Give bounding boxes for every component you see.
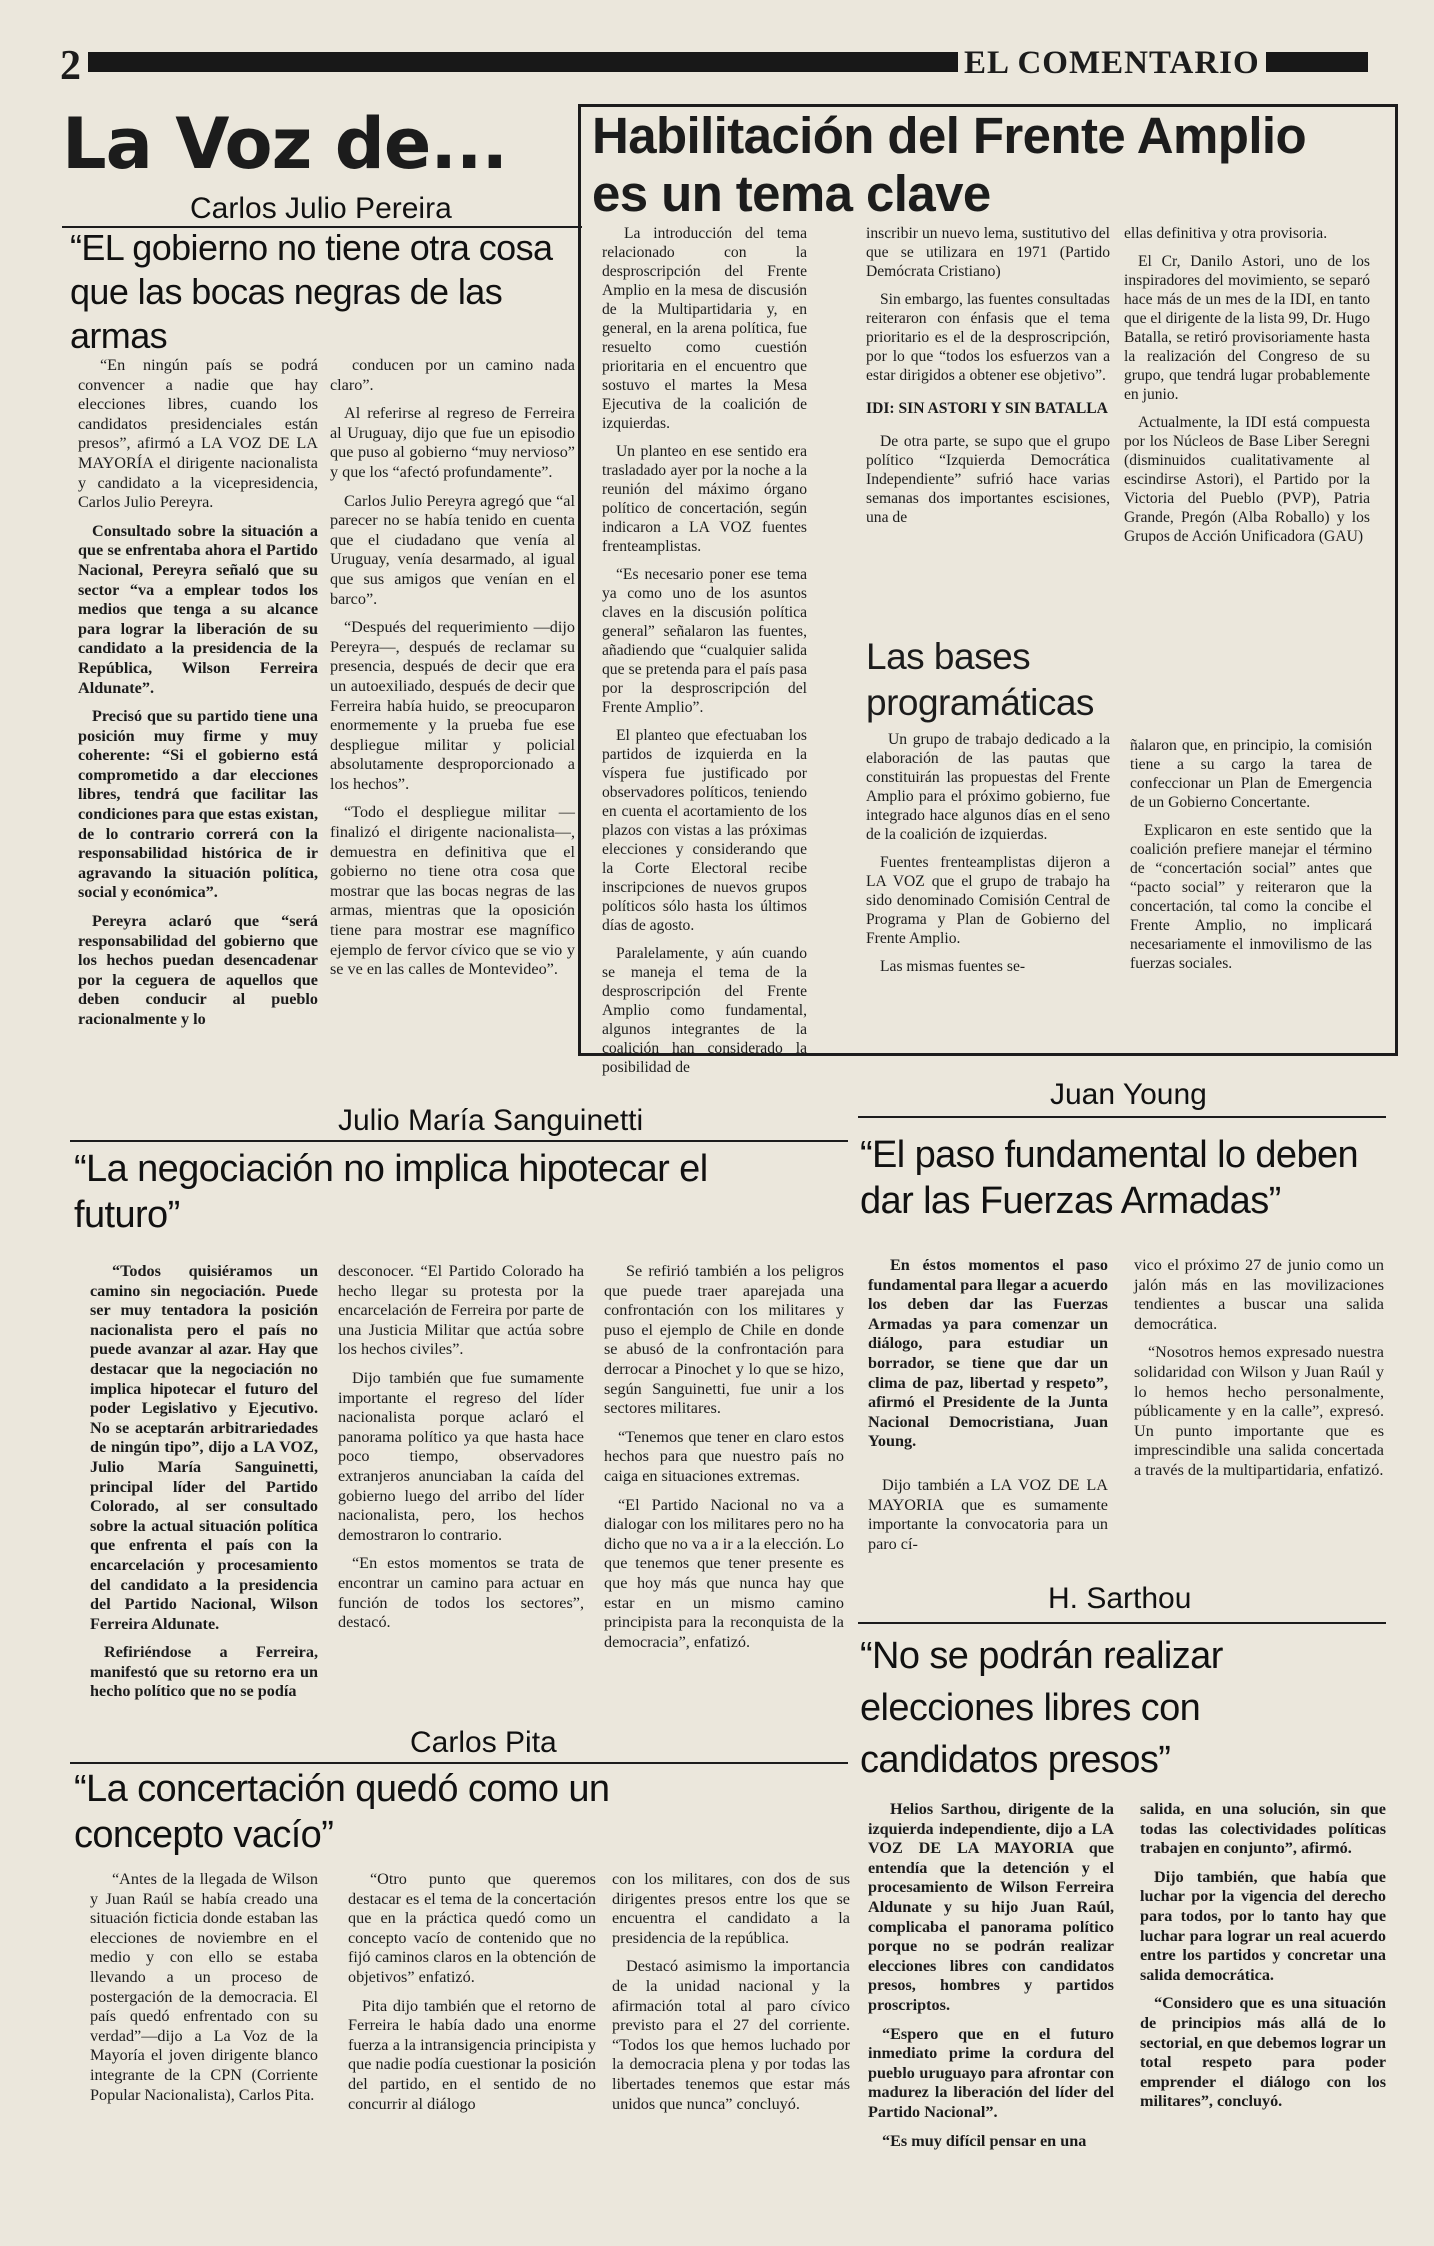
sarthou-rule: [858, 1622, 1386, 1624]
boxed-col-3-bottom: [1130, 736, 1372, 982]
paragraph: “En estos momentos se trata de encontrar un camino para actuar en función de todos los sectores”, destacó.: [338, 1554, 584, 1632]
paragraph: De otra parte, se supo que el grupo político “Izquierda Democrática Independiente” sufrió hace varias semanas dos importantes escisiones, una de: [866, 433, 1110, 526]
left-col-2: [330, 356, 575, 989]
paragraph: Un grupo de trabajo dedicado a la elaboración de las pautas que constituirán las propuestas del Frente Amplio para el próximo gobierno, fue integrado hace algunos días en el seno de la coalición de izquierdas.: [866, 731, 1110, 843]
sanguinetti-col-1: [90, 1262, 318, 1711]
boxed-title-line-2: es un tema clave: [592, 165, 991, 222]
paragraph: Consultado sobre la situación a que se enfrentaba ahora el Partido Nacional, Pereyra señaló que su sector “va a emplear todos los medios que tenga a su alcance para lograr la liberación de su candidato a la presidencia de la República, Wilson Ferreira Aldunate”.: [78, 521, 318, 697]
paragraph: El planteo que efectuaban los partidos de izquierda en la víspera fue justificado por observadores políticos, teniendo en cuenta el acortamiento de los plazos con vistas a las próximas elecciones y considerando que la Corte Electoral recibe inscripciones de nuevos grupos políticos sólo hasta los últimos días de agosto.: [602, 727, 807, 934]
paragraph: “Todos quisiéramos un camino sin negociación. Puede ser muy tentadora la posición nacionalista pero el país no puede avanzar al azar. Hay que destacar que la negociación no implica hipotecar el futuro del poder Legislativo y Ejecutivo. No se aceptarán arbitrariedades de ningún tipo”, dijo a LA VOZ, Julio María Sanguinetti, principal líder del Partido Colorado, al ser consultado sobre la actual situación política que enfrenta el país con la encarcelación y procesamiento del candidato a la presidencia del Partido Nacional, Wilson Ferreira Aldunate.: [90, 1262, 318, 1633]
sanguinetti-rule: [70, 1140, 848, 1142]
paragraph: Helios Sarthou, dirigente de la izquierda independiente, dijo a LA VOZ DE LA MAYORIA que entendía que la detención y el procesamiento de Wilson Ferreira Aldunate y su hijo Juan Raúl, complicaba el panorama político porque no se podrán realizar elecciones libres con candidatos presos, hombres y partidos proscriptos.: [868, 1800, 1114, 2014]
pita-col-1: [90, 1870, 318, 2114]
paragraph: Actualmente, la IDI está compuesta por los Núcleos de Base Liber Seregni (disminuidos cualitativamente al escindirse Astori), el Partido por la Victoria del Pueblo (PVP), Patria Grande, Pregón (Alba Roballo) y los Grupos de Acción Unificadora (GAU): [1124, 414, 1370, 545]
paragraph: Refiriéndose a Ferreira, manifestó que su retorno era un hecho político que no se podía: [90, 1643, 318, 1701]
paragraph: En éstos momentos el paso fundamental para llegar a acuerdo los deben dar las Fuerzas Armadas ya para comenzar un diálogo, para estudiar un borrador, se tiene que dar un clima de paz, libertad y respeto”, afirmó el Presidente de la Junta Nacional Democristiana, Juan Young.: [868, 1256, 1108, 1451]
paragraph: “Antes de la llegada de Wilson y Juan Raúl se había creado una situación ficticia donde estaban las elecciones de noviembre en el medio y con ello se estaba llevando a un proceso de postergación de la democracia. El país quedó enfrentado con su verdad”—dijo a La Voz de la Mayoría el joven dirigente blanco integrante de la CPN (Corriente Popular Nacionalista), Carlos Pita.: [90, 1870, 318, 2104]
left-article-title: La Voz de...: [62, 103, 508, 185]
paragraph: conducen por un camino nada claro”.: [330, 356, 575, 394]
young-quote: “El paso fundamental lo deben dar las Fuerzas Armadas”: [860, 1134, 1359, 1222]
paragraph: Pita dijo también que el retorno de Ferreira le había dado una enorme fuerza a la intransigencia principista y que nadie podía cuestionar la posición del partido, en el sentido de no concurrir al diálogo: [348, 1996, 596, 2113]
sanguinetti-col-2: [338, 1262, 584, 1642]
paragraph: “Después del requerimiento —dijo Pereyra—, después de reclamar su presencia, después de decir que era un autoexiliado, después de decir que Ferreira había huido, se preocuparon enormemente y la prueba fue ese despliegue militar y policial absolutamente desproporcionado a los hechos”.: [330, 618, 575, 793]
paragraph: “Nosotros hemos expresado nuestra solidaridad con Wilson y Juan Raúl y lo hemos hecho personalmente, públicamente y en la calle”, expresó. Un punto importante que es imprescindible una salida concertada a través de la multipartidaria, enfatizó.: [1134, 1343, 1384, 1479]
paragraph: Un planteo en ese sentido era trasladado ayer por la noche a la reunión del máximo órgano político de concertación, según indicaron a LA VOZ fuentes frenteamplistas.: [602, 443, 807, 555]
paragraph: Pereyra aclaró que “será responsabilidad del gobierno que los hechos puedan desencadenar por la ceguera de aquellos que deben conducir al pueblo racionalmente y lo: [78, 912, 318, 1028]
paragraph: Paralelamente, y aún cuando se maneja el tema de la desproscripción del Frente Amplio como fundamental, algunos integrantes de la coalición han considerado la posibilidad de: [602, 945, 807, 1076]
paragraph: “Tenemos que tener en claro estos hechos para que nuestro país no caiga en situaciones extremas.: [604, 1427, 844, 1485]
paragraph: Dijo también que fue sumamente importante el regreso del líder nacionalista porque aclaró el panorama político ya que hasta hace poco tiempo, observadores extranjeros anunciaban la caída del gobierno luego del arribo del líder nacionalista, pero, los hechos demostraron lo contrario.: [338, 1368, 584, 1544]
paragraph: “Otro punto que queremos destacar es el tema de la concertación que en la práctica quedó como un concepto vacío de contenido que no fijó caminos claros en la obtención de objetivos” enfatizó.: [348, 1870, 596, 1986]
paragraph: Las mismas fuentes se-: [880, 958, 1026, 975]
boxed-col-3-top: [1124, 224, 1370, 555]
young-rule: [858, 1116, 1386, 1118]
subhead-idi: IDI: SIN ASTORI Y SIN BATALLA: [866, 400, 1108, 417]
young-col-1: [868, 1256, 1108, 1563]
pita-quote: “La concertación quedó como un concepto vacío”: [74, 1768, 610, 1856]
paragraph: Dijo también, que había que luchar por la vigencia del derecho para todos, por lo tanto hay que luchar para lograr un real acuerdo entre los partidos y concretar una salida democrática.: [1140, 1867, 1386, 1984]
paragraph: “En ningún país se podrá convencer a nadie que hay elecciones libres, cuando los candidatos presidenciales están presos”, afirmó a LA VOZ DE LA MAYORÍA el dirigente nacionalista y candidato a la vicepresidencia, Carlos Julio Pereyra.: [78, 356, 318, 512]
paragraph: inscribir un nuevo lema, sustitutivo del que se utilizara en 1971 (Partido Demócrata Cristiano): [866, 225, 1110, 280]
pita-rule: [70, 1762, 848, 1764]
paragraph: vico el próximo 27 de junio como un jalón más en las movilizaciones tendientes a buscar una salida democrática.: [1134, 1256, 1384, 1333]
boxed-title-line-1: Habilitación del Frente Amplio: [592, 107, 1307, 164]
paragraph: Fuentes frenteamplistas dijeron a LA VOZ que el grupo de trabajo ha sido denominado Comisión Central de Programa y Plan de Gobierno del Frente Amplio.: [866, 854, 1110, 947]
sarthou-col-1: [868, 1800, 1114, 2160]
paragraph: Carlos Julio Pereyra agregó que “al parecer no se había tenido en cuenta que el ciudadano que venía al Uruguay, venía desarmado, al igual que sus amigos que venían en el barco”.: [330, 491, 575, 608]
paragraph: desconocer. “El Partido Colorado ha hecho llegar su protesta por la encarcelación de Ferreira por parte de una Justicia Militar que actúa sobre los hechos civiles”.: [338, 1262, 584, 1359]
subhead-bases: Las bases programáticas: [866, 636, 1094, 723]
sarthou-quote: “No se podrán realizar elecciones libres con candidatos presos”: [860, 1635, 1223, 1781]
pita-col-2: [348, 1870, 596, 2123]
paragraph: salida, en una solución, sin que todas las colectividades políticas trabajen en conjunto”, afirmó.: [1140, 1800, 1386, 1858]
paragraph: “Es necesario poner ese tema ya como uno de los asuntos claves en la discusión política general” señalaron las fuentes, añadiendo que “cualquier salida que se pretenda para el país pasa por la desproscripción del Frente Amplio”.: [602, 566, 807, 716]
sanguinetti-col-3: [604, 1262, 844, 1661]
paragraph: La introducción del tema relacionado con la desproscripción del Frente Amplio en la mesa de discusión de la Multipartidaria y, en general, en la arena política, fue resuelto como cuestión prioritaria en el encuentro que sostuvo el martes la Mesa Ejecutiva de la coalición de izquierdas.: [602, 225, 807, 432]
pita-byline: Carlos Pita: [410, 1726, 557, 1759]
page-number: 2: [60, 43, 81, 89]
section-name: EL COMENTARIO: [958, 44, 1266, 82]
young-byline: Juan Young: [1050, 1078, 1207, 1111]
paragraph: con los militares, con dos de sus dirigentes presos entre los que se encuentra el candidato a la presidencia de la república.: [612, 1870, 850, 1947]
sarthou-col-2: [1140, 1800, 1386, 2121]
paragraph: “Espero que en el futuro inmediato prime la cordura del pueblo uruguayo para afrontar con madurez la liberación del líder del Partido Nacional”.: [868, 2024, 1114, 2121]
paragraph: Explicaron en este sentido que la coalición prefiere manejar el término de “concertación social” antes que “pacto social” y reiteraron que la concertación, tal como la concibe el Frente Amplio, no implicará necesariamente el inmovilismo de las fuerzas sociales.: [1130, 822, 1372, 972]
paragraph: El Cr, Danilo Astori, uno de los inspiradores del movimiento, se separó hace más de un mes de la IDI, en tanto que el dirigente de la lista 99, Dr. Hugo Batalla, se retiró provisoriamente hasta la realización del Congreso de su grupo, que tendrá lugar probablemente en junio.: [1124, 253, 1370, 403]
paragraph: ñalaron que, en principio, la comisión tiene a su cargo la tarea de confeccionar un Plan de Emergencia de un Gobierno Concertante.: [1130, 737, 1372, 811]
paragraph: Sin embargo, las fuentes consultadas reiteraron con énfasis que el tema prioritario es el de la desproscripción, por lo que “todos los esfuerzos van a estar dirigidos a obtener ese objetivo”.: [866, 291, 1110, 384]
paragraph: ellas definitiva y otra provisoria.: [1124, 225, 1328, 242]
paragraph: “Es muy difícil pensar en una: [882, 2131, 1087, 2150]
sanguinetti-byline: Julio María Sanguinetti: [338, 1104, 644, 1137]
paragraph: Se refirió también a los peligros que puede traer aparejada una confrontación con los militares y puso el ejemplo de Chile en donde se abusó de la confrontación para derrocar a Pinochet y lo que se hizo, según Sanguinetti, fue unir a los sectores militares.: [604, 1262, 844, 1418]
paragraph: Al referirse al regreso de Ferreira al Uruguay, dijo que fue un episodio que puso al gobierno “muy nervioso” y que los “afectó profundamente”.: [330, 404, 575, 481]
paragraph: Dijo también a LA VOZ DE LA MAYORIA que es sumamente importante la convocatoria para un paro cí-: [868, 1475, 1108, 1553]
sarthou-byline: H. Sarthou: [1048, 1582, 1192, 1615]
young-col-2: [1134, 1256, 1384, 1490]
boxed-col-2-bottom: [866, 730, 1110, 985]
boxed-col-2-top: [866, 224, 1110, 536]
sanguinetti-quote: “La negociación no implica hipotecar el futuro”: [74, 1148, 708, 1236]
paragraph: Destacó asimismo la importancia de la unidad nacional y la afirmación total al paro cívico previsto para el 27 del corriente. “Todos los que hemos luchado por la democracia plena y por todas las libertades tenemos que estar más unidos que nunca” concluyó.: [612, 1957, 850, 2113]
pita-col-3: [612, 1870, 850, 2123]
paragraph: Precisó que su partido tiene una posición muy firme y muy coherente: “Si el gobierno está comprometido a dar elecciones libres, tendrá que facilitar las condiciones para que estas existan, de lo contrario correrá con la responsabilidad histórica de ir agravando la situación política, social y económica”.: [78, 707, 318, 902]
left-quote: “EL gobierno no tiene otra cosa que las bocas negras de las armas: [70, 227, 553, 356]
boxed-col-1: [602, 224, 807, 1086]
paragraph: “Todo el despliegue militar —finalizó el dirigente nacionalista—, demuestra en definitiva que el gobierno no tiene otra cosa que mostrar que las bocas negras de las armas, mientras que la oposición tiene para mostrar ese magnífico ejemplo de fervor cívico que se vio y se ve en las calles de Montevideo”.: [330, 803, 575, 979]
left-col-1: [78, 356, 318, 1039]
paragraph: “El Partido Nacional no va a dialogar con los militares pero no ha dicho que no va a ir a la elección. Lo que tenemos que tener presente es que hoy más que nunca hay que estar en un mismo camino principista para la reconquista de la democracia”, enfatizó.: [604, 1495, 844, 1651]
left-byline: Carlos Julio Pereira: [190, 192, 452, 225]
paragraph: “Considero que es una situación de principios más allá de lo sectorial, en que debemos lograr un total respeto para poder emprender el diálogo con los militares”, concluyó.: [1140, 1994, 1386, 2111]
